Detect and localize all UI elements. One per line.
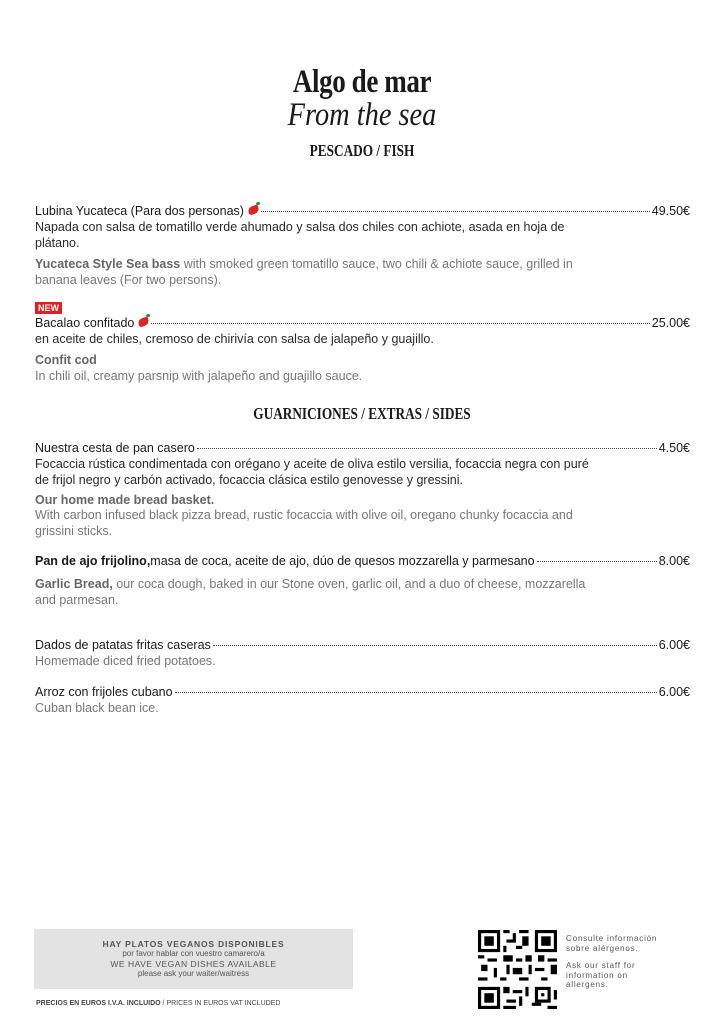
leader-dots — [213, 645, 657, 646]
vegan-notice-en-sub: please ask your waiter/waitress — [137, 969, 250, 978]
item-name: Pan de ajo frijolino, — [35, 554, 151, 568]
item-price: 8.00€ — [658, 554, 690, 568]
item-price: 6.00€ — [658, 685, 690, 699]
leader-dots — [151, 323, 649, 324]
vegan-notice-es-sub: por favor hablar con vuestro camarero/a — [122, 949, 265, 958]
item-description-es: Focaccia rústica condimentada con orégano y aceite de oliva estilo versilia, focaccia negra con puré de frijol negro y carbón activado, focaccia clásica estilo genovesse y gressini. — [35, 457, 589, 487]
item-description-en: Yucateca Style Sea bass with smoked green tomatillo sauce, two chili & achiote sauce, grilled in banana leaves (For two persons). — [35, 257, 573, 287]
menu-item — [35, 316, 690, 330]
item-name-en: Our home made bread basket. — [35, 493, 215, 507]
item-description-es: en aceite de chiles, cremoso de chirivía con salsa de jalapeño y guajillo. — [35, 332, 434, 346]
item-name: Bacalao confitado — [35, 316, 135, 330]
leader-dots — [537, 561, 657, 562]
item-description-en: Cuban black bean ice. — [35, 701, 159, 715]
menu-item — [35, 685, 690, 699]
item-price: 6.00€ — [658, 638, 690, 652]
item-description-es: Napada con salsa de tomatillo verde ahumado y salsa dos chiles con achiote, asada en hoja de plátano. — [35, 220, 565, 250]
leader-dots — [261, 211, 650, 212]
item-price: 25.00€ — [651, 316, 690, 330]
item-name-detail: masa de coca, aceite de ajo, dúo de quesos mozzarella y parmesano — [150, 554, 535, 568]
item-description-en: With carbon infused black pizza bread, rustic focaccia with olive oil, oregano chunky focaccia and grissini sticks. — [35, 508, 573, 538]
page-title: Algo de mar — [292, 64, 432, 100]
item-description-en: Homemade diced fried potatoes. — [35, 654, 216, 668]
new-badge: NEW — [35, 302, 62, 314]
allergen-notice-en: Ask our staff for information on allergens. — [566, 961, 636, 989]
item-description-en: In chili oil, creamy parsnip with jalapeño and guajillo sauce. — [35, 369, 363, 383]
leader-dots — [197, 448, 657, 449]
vegan-notice — [34, 929, 353, 989]
allergen-notice-es: Consulte información sobre alérgenos. — [566, 934, 658, 953]
item-name: Lubina Yucateca (Para dos personas) — [35, 204, 244, 218]
qr-code-icon[interactable] — [478, 930, 557, 1009]
item-name-en: Confit cod — [35, 353, 97, 367]
leader-dots — [175, 692, 657, 693]
menu-item — [35, 554, 690, 568]
price-notice: PRECIOS EN EUROS I.V.A. INCLUIDO / PRICES IN EUROS VAT INCLUDED — [36, 1000, 281, 1007]
vegan-notice-es: HAY PLATOS VEGANOS DISPONIBLES — [102, 939, 285, 949]
item-price: 49.50€ — [651, 204, 690, 218]
item-description-en: Garlic Bread, our coca dough, baked in our Stone oven, garlic oil, and a duo of cheese, mozzarella and parmesan. — [35, 577, 586, 607]
menu-item — [35, 441, 690, 455]
item-name: Nuestra cesta de pan casero — [35, 441, 195, 455]
item-name-en: Garlic Bread, — [35, 577, 113, 591]
vegan-notice-en: WE HAVE VEGAN DISHES AVAILABLE — [110, 959, 277, 969]
section-heading-fish: PESCADO / FISH — [309, 141, 415, 160]
chili-pepper-icon — [247, 204, 260, 215]
item-name-en: Yucateca Style Sea bass — [35, 257, 181, 271]
chili-pepper-icon — [137, 316, 150, 327]
item-name: Arroz con frijoles cubano — [35, 685, 173, 699]
item-name: Dados de patatas fritas caseras — [35, 638, 211, 652]
page-subtitle: From the sea — [287, 97, 437, 133]
menu-item — [35, 638, 690, 652]
section-heading-sides: GUARNICIONES / EXTRAS / SIDES — [253, 404, 471, 423]
item-price: 4.50€ — [658, 441, 690, 455]
menu-item — [35, 204, 690, 218]
